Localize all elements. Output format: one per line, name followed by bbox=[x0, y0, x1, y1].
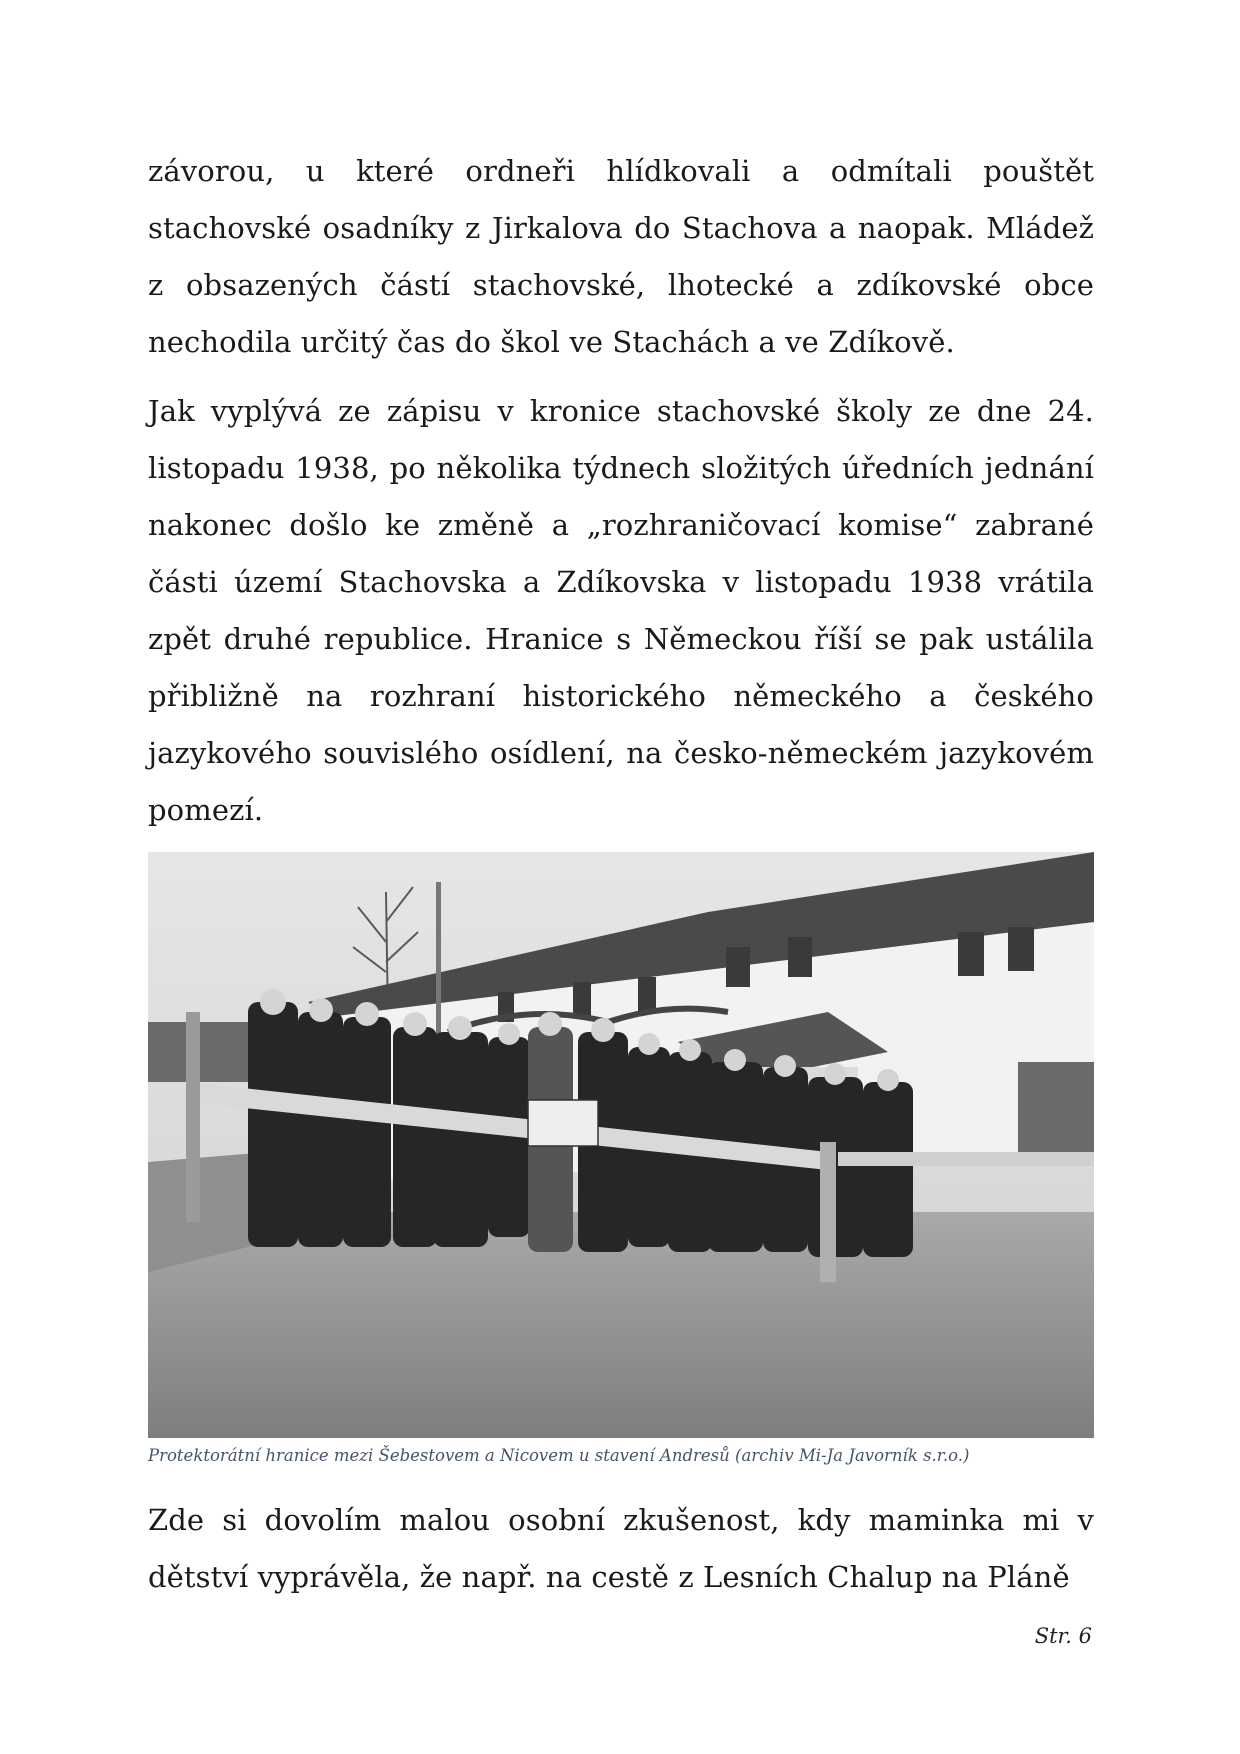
barrier-post-right bbox=[820, 1142, 836, 1282]
side-rail bbox=[838, 1152, 1094, 1166]
border-crossing-photo bbox=[148, 852, 1094, 1438]
paragraph-3: Zde si dovolím malou osobní zkušenost, kdy maminka mi v dětství vyprávěla, že např. na cestě z Lesních Chalup na Pláně bbox=[148, 1503, 1094, 1594]
photo-caption: Protektorátní hranice mezi Šebestovem a Nicovem u stavení Andresů (archiv Mi-Ja Javorník s.r.o.) bbox=[148, 1446, 970, 1465]
paragraph-2: Jak vyplývá ze zápisu v kronice stachovské školy ze dne 24. listopadu 1938, po několika týdnech složitých úředních jednání nakonec došlo ke změně a „rozhraničovací komise“ zabrané části území Stachovska a Zdíkovska v listopadu 1938 vrátila zpět druhé republice. Hranice s Německou říší se pak ustálila přibližně na rozhraní historického německého a českého jazykového souvislého osídlení, na česko-německém jazykovém pomezí. bbox=[148, 394, 1094, 827]
page-number: Str. 6 bbox=[1034, 1624, 1092, 1648]
fence bbox=[1018, 1062, 1094, 1152]
barrier-post-left bbox=[186, 1012, 200, 1222]
paragraph-1: závorou, u které ordneři hlídkovali a odmítali pouštět stachovské osadníky z Jirkalova do Stachova a naopak. Mládež z obsazených částí stachovské, lhotecké a zdíkovské obce nechodila určitý čas do škol ve Stachách a ve Zdíkově. bbox=[148, 154, 1094, 359]
barrier-sign bbox=[528, 1100, 598, 1146]
